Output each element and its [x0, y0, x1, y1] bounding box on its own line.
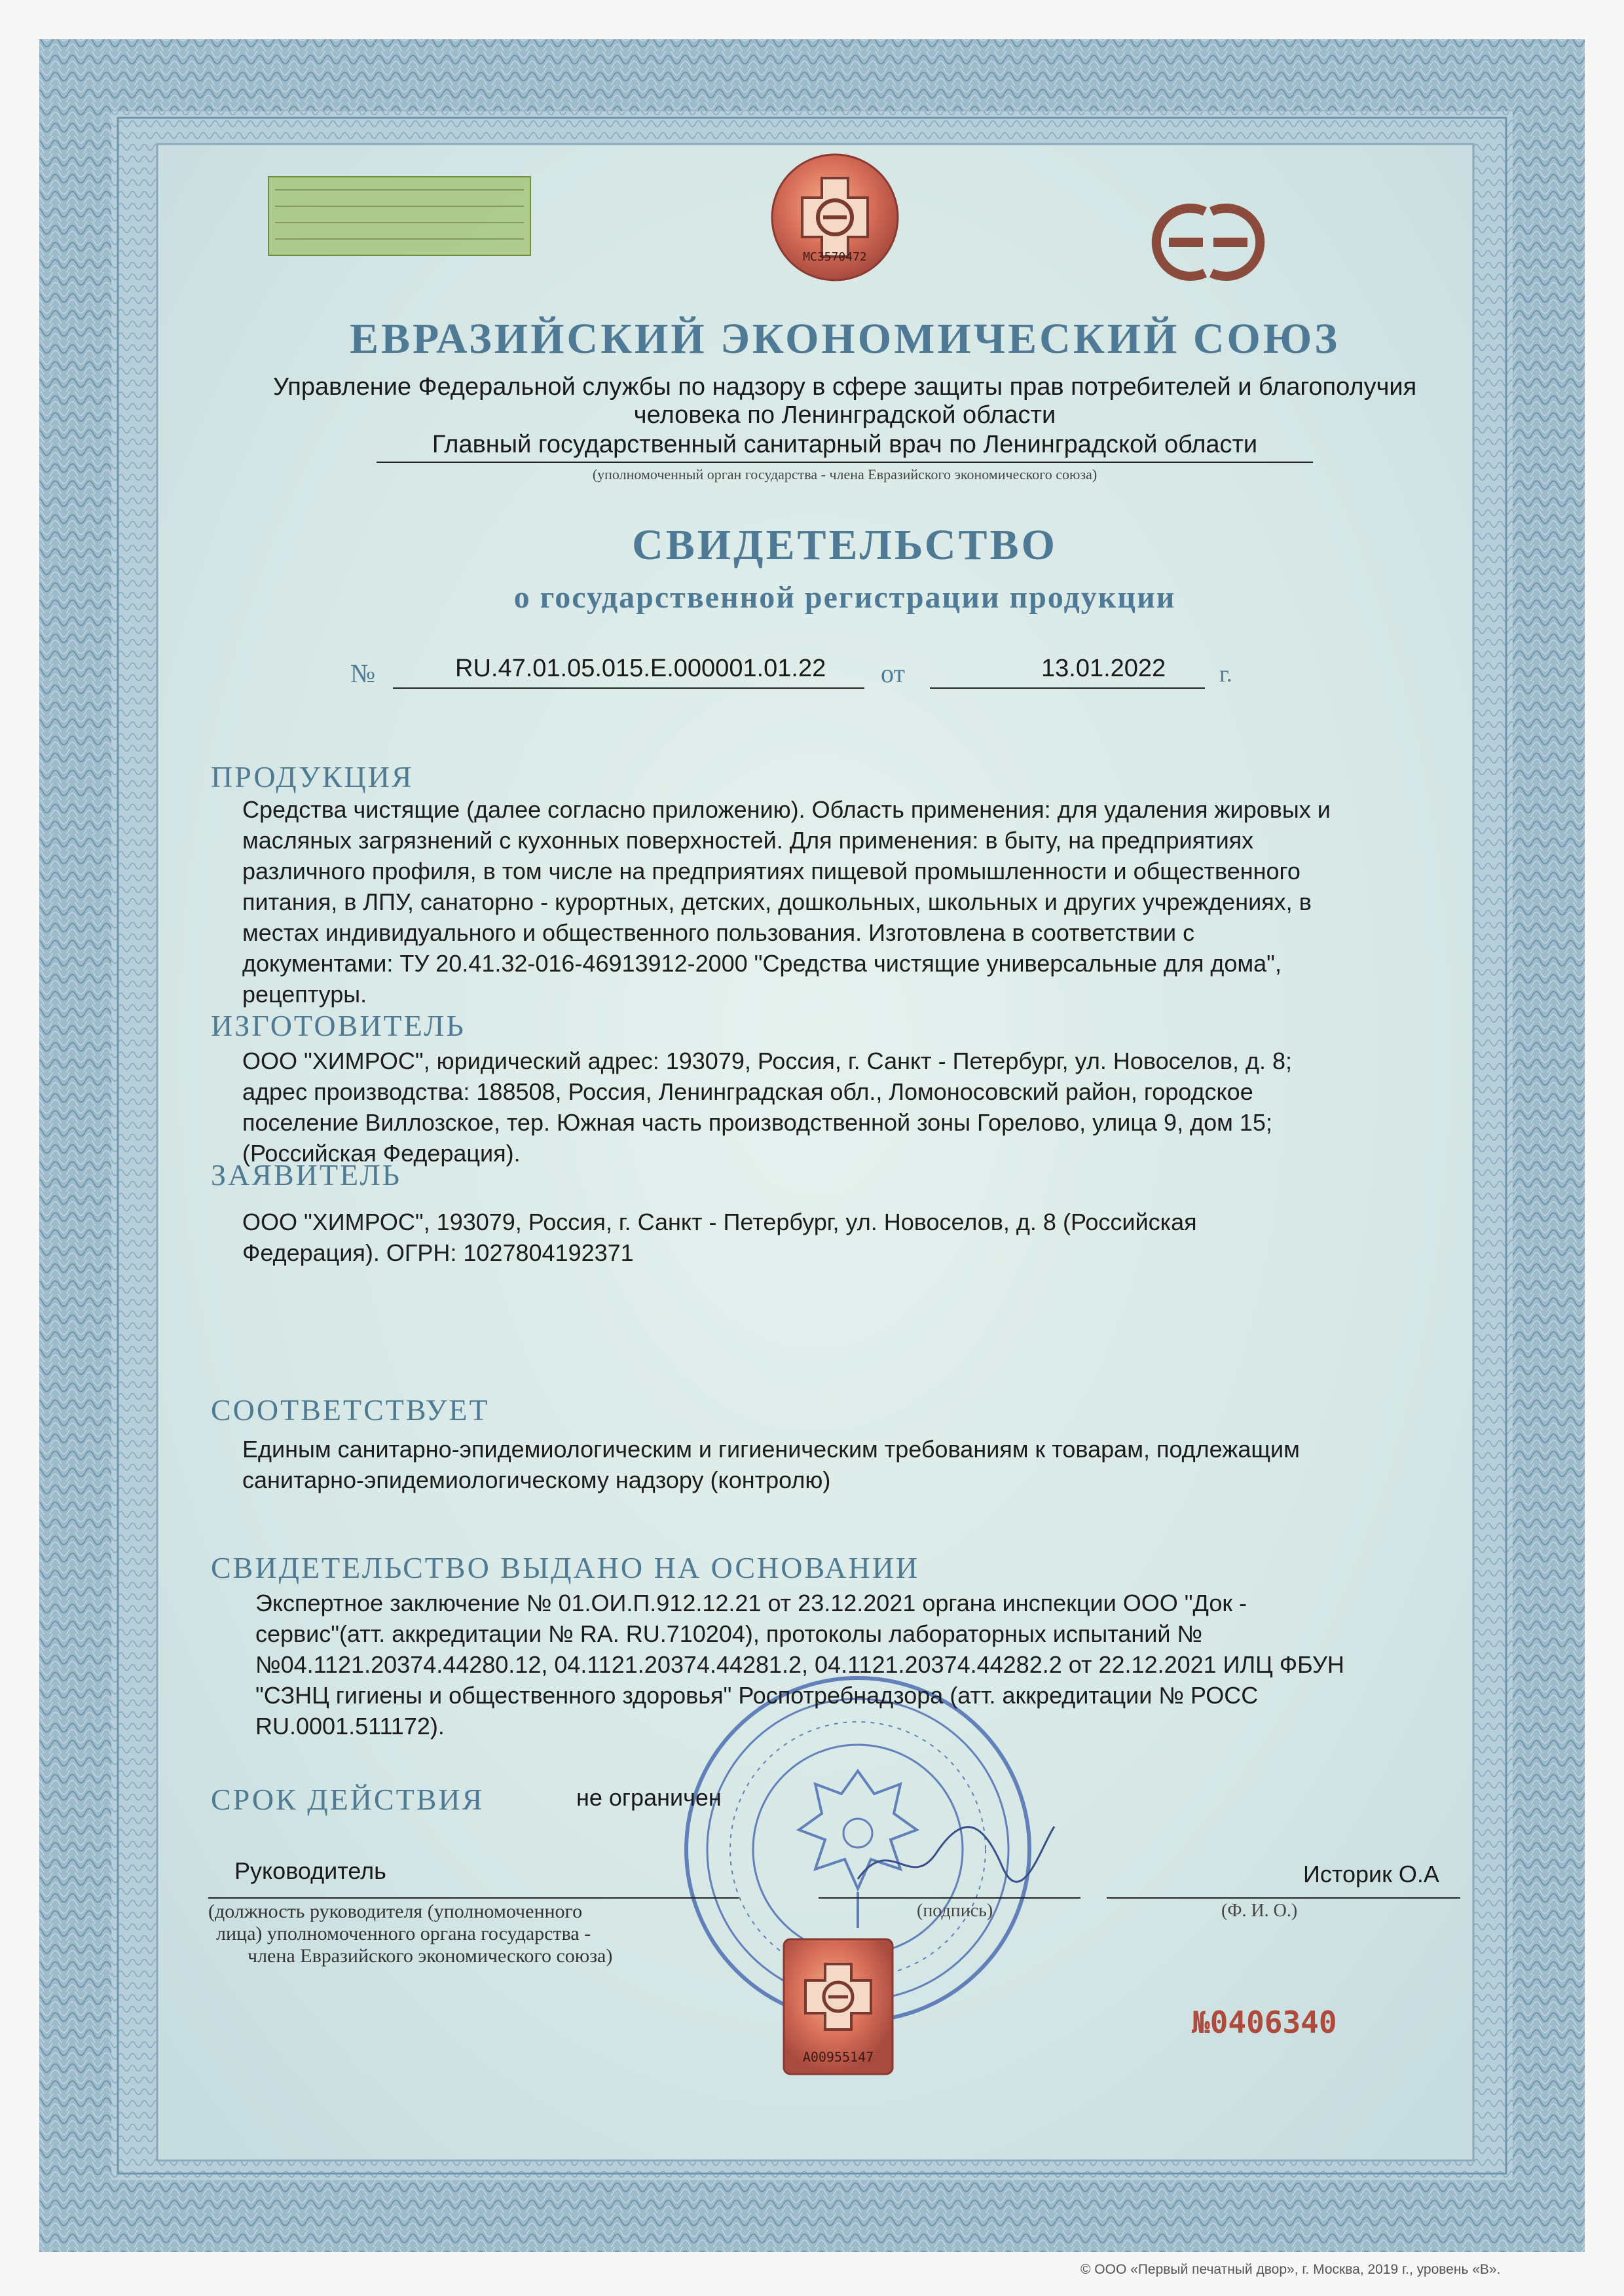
hologram-bottom [783, 1938, 894, 2075]
year-suffix: г. [1219, 661, 1232, 687]
manufacturer-text [242, 1046, 1486, 1169]
product-text [242, 794, 1486, 1010]
printer-footer: © ООО «Первый печатный двор», г. Москва, 2019 г., уровень «В». [1080, 2262, 1501, 2277]
authority-caption: (уполномоченный орган государства - члена Евразийского экономического союза) [592, 466, 1098, 483]
applicant-line: Федерация). ОГРН: 1027804192371 [242, 1239, 634, 1266]
signatory-name: Историк О.А [1303, 1861, 1439, 1887]
hologram-top-serial: MC3570472 [803, 250, 867, 264]
basis-line: сервис"(атт. аккредитации № RA. RU.710204), протоколы лабораторных испытаний № [255, 1620, 1203, 1647]
basis-line: "СЗНЦ гигиены и общественного здоровья" Роспотребнадзора (атт. аккредитации № РОСС [255, 1682, 1259, 1709]
product-line: документами: ТУ 20.41.32-016-46913912-2000 "Средства чистящие универсальные для дома", [242, 950, 1282, 977]
product-line: различного профиля, в том числе на предприятиях пищевой промышленности и общественного [242, 858, 1301, 884]
product-line: питания, в ЛПУ, санаторно - курортных, детских, дошкольных, школьных и других учреждениях, в [242, 888, 1312, 915]
certificate-subtitle: о государственной регистрации продукции [513, 580, 1176, 615]
date-underline [930, 687, 1205, 689]
signature-caption: (подпись) [917, 1901, 993, 1921]
union-title: ЕВРАЗИЙСКИЙ ЭКОНОМИЧЕСКИЙ СОЮЗ [349, 315, 1340, 363]
authority-line-1: Управление Федеральной службы по надзору в сфере защиты прав потребителей и благополучия [272, 373, 1417, 401]
conforms-line: Единым санитарно-эпидемиологическим и гигиеническим требованиям к товарам, подлежащим [242, 1436, 1300, 1463]
hologram-top [769, 152, 900, 283]
name-caption: (Ф. И. О.) [1221, 1901, 1298, 1921]
applicant-line: ООО "ХИМРОС", 193079, Россия, г. Санкт - Петербург, ул. Новоселов, д. 8 (Российская [242, 1209, 1197, 1235]
manufacturer-heading: ИЗГОТОВИТЕЛЬ [211, 1009, 466, 1042]
product-line: рецептуры. [242, 981, 367, 1008]
eac-logo [1143, 200, 1274, 285]
applicant-text [242, 1207, 1486, 1268]
basis-text [255, 1588, 1486, 1741]
signature-position-caption [208, 1901, 612, 1967]
caption-line: лица) уполномоченного органа государства - [216, 1923, 591, 1944]
basis-line: RU.0001.511172). [255, 1713, 445, 1740]
certificate-date: 13.01.2022 [1041, 655, 1166, 682]
manufacturer-line: поселение Виллозское, тер. Южная часть производственной зоны Горелово, улица 9, дом 15; [242, 1109, 1272, 1136]
certificate-number: RU.47.01.05.015.Е.000001.01.22 [455, 655, 826, 682]
basis-line: №04.1121.20374.44280.12, 04.1121.20374.44281.2, 04.1121.20374.44282.2 от 22.12.2021 ИЛЦ ФБУН [255, 1651, 1344, 1678]
signature-mark [851, 1807, 1061, 1899]
name-underline [1107, 1897, 1460, 1899]
certificate-title: СВИДЕТЕЛЬСТВО [632, 521, 1058, 569]
authority-underline [377, 462, 1313, 463]
form-number: №0406340 [1192, 2005, 1337, 2040]
applicant-heading: ЗАЯВИТЕЛЬ [211, 1158, 402, 1192]
basis-line: Экспертное заключение № 01.ОИ.П.912.12.21 от 23.12.2021 органа инспекции ООО "Док - [255, 1590, 1247, 1616]
position-underline [208, 1897, 739, 1899]
number-label: № [350, 659, 376, 688]
product-line: местах индивидуального и общественного пользования. Изготовлена в соответствии с [242, 919, 1195, 946]
basis-heading: СВИДЕТЕЛЬСТВО ВЫДАНО НА ОСНОВАНИИ [211, 1551, 920, 1584]
signatory-position: Руководитель [234, 1857, 386, 1884]
manufacturer-line: адрес производства: 188508, Россия, Ленинградская обл., Ломоносовский район, городское [242, 1078, 1253, 1105]
authority-line-3: Главный государственный санитарный врач по Ленинградской области [432, 431, 1258, 458]
conforms-line: санитарно-эпидемиологическому надзору (контролю) [242, 1467, 831, 1493]
manufacturer-line: (Российская Федерация). [242, 1140, 521, 1167]
caption-line: члена Евразийского экономического союза) [248, 1945, 613, 1967]
product-heading: ПРОДУКЦИЯ [211, 760, 414, 793]
hologram-bottom-serial: A00955147 [802, 2049, 874, 2065]
number-underline [393, 687, 864, 689]
validity-heading: СРОК ДЕЙСТВИЯ [211, 1783, 485, 1816]
validity-value: не ограничен [576, 1784, 722, 1811]
conforms-heading: СООТВЕТСТВУЕТ [211, 1393, 490, 1427]
from-label: от [881, 659, 905, 688]
product-line: Средства чистящие (далее согласно приложению). Область применения: для удаления жировых и [242, 796, 1331, 823]
manufacturer-line: ООО "ХИМРОС", юридический адрес: 193079, Россия, г. Санкт - Петербург, ул. Новоселов, д. 8; [242, 1048, 1293, 1074]
conforms-text [242, 1434, 1486, 1495]
authority-line-2: человека по Ленинградской области [633, 401, 1056, 429]
caption-line: (должность руководителя (уполномоченного [208, 1901, 583, 1922]
product-line: масляных загрязнений с кухонных поверхностей. Для применения: в быту, на предприятиях [242, 827, 1254, 854]
